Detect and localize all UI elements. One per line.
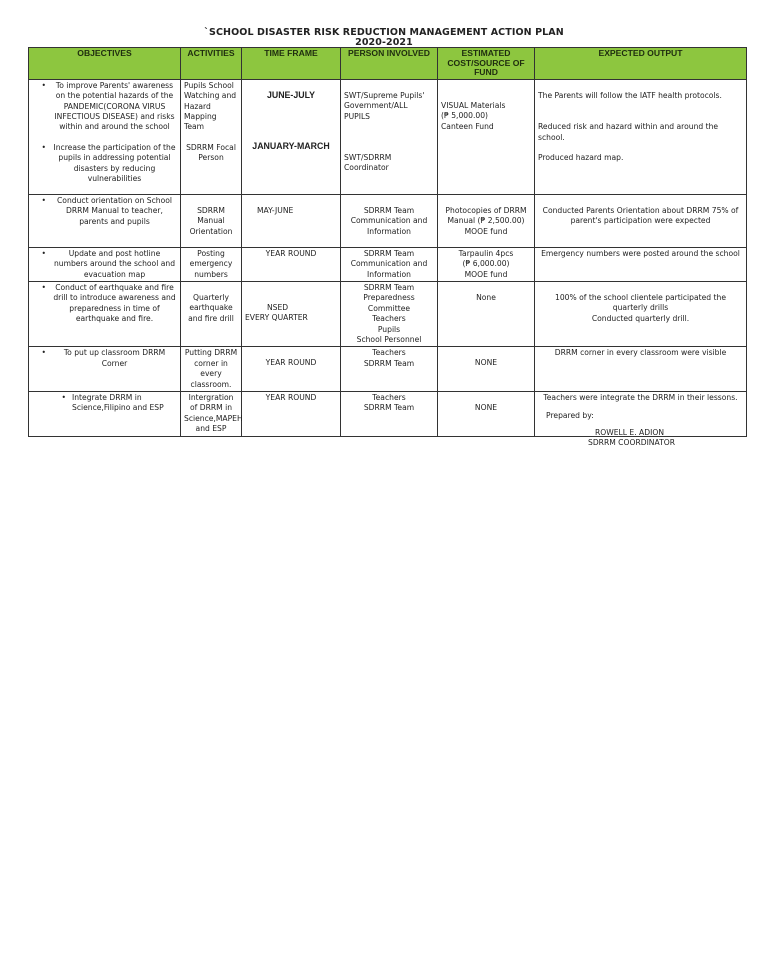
- row4-activities-cell: [181, 282, 242, 347]
- header-estimated-cost-line2: COST/SOURCE OF FUND: [447, 57, 525, 78]
- row5-output: DRRM corner in every classroom were visible: [535, 347, 747, 392]
- signatory-name: ROWELL E. ADION: [595, 428, 665, 437]
- row4-person-line5: Pupils: [377, 324, 401, 334]
- signatory-position: SDRRM COORDINATOR: [588, 438, 675, 447]
- row1-activity-b: SDRRM Focal Person: [186, 142, 236, 163]
- bullet-icon: •: [41, 248, 46, 258]
- bullet-icon: •: [41, 348, 46, 358]
- row4-output-line2: Conducted quarterly drill.: [591, 313, 690, 323]
- row3-cost-line2: (₱ 6,000.00): [462, 259, 510, 269]
- row6-objective: Integrate DRRM in Science,Filipino and ESP: [72, 393, 164, 413]
- table-row: [29, 282, 747, 347]
- row4-objectives-cell: [29, 282, 181, 347]
- list-item: [32, 393, 177, 414]
- bullet-icon: •: [41, 195, 46, 205]
- header-activities: ACTIVITIES: [181, 48, 242, 80]
- row1-time-cell: [242, 79, 341, 194]
- row3-cost-line1: Tarpaulin 4pcs: [458, 248, 514, 258]
- row6-time: YEAR ROUND: [242, 392, 341, 437]
- row3-objective: Update and post hotline numbers around the school and evacuation map: [53, 248, 176, 279]
- row2-objective: Conduct orientation on School DRRM Manual to teacher, parents and pupils: [57, 195, 172, 226]
- row5-objectives-cell: [29, 347, 181, 392]
- row4-person-cell: [341, 282, 438, 347]
- row2-cost: Photocopies of DRRM Manual (₱ 2,500.00) MOOE fund: [445, 205, 527, 236]
- header-person-involved: PERSON INVOLVED: [341, 48, 438, 80]
- row1-activity-a: Pupils School Watching and Hazard Mapping Team: [184, 80, 237, 132]
- row4-person-line2: Preparedness: [363, 293, 415, 303]
- header-time-frame: TIME FRAME: [242, 48, 341, 80]
- row3-output: Emergency numbers were posted around the school: [535, 247, 747, 281]
- row1-cost-line3: Canteen Fund: [441, 121, 494, 131]
- row3-person: SDRRM Team Communication and Information: [341, 247, 438, 281]
- row5-objective: To put up classroom DRRM Corner: [63, 348, 166, 368]
- row4-time-line2: EVERY QUARTER: [245, 313, 308, 323]
- row6-activity: Intergration of DRRM in Science,MAPEH and ESP: [181, 392, 242, 437]
- row5-time-cell: [242, 347, 341, 392]
- row5-activity: Putting DRRM corner in every classroom.: [181, 347, 242, 392]
- row3-cost-cell: [438, 247, 535, 281]
- bullet-icon: •: [41, 283, 46, 292]
- table-row: [29, 347, 747, 392]
- row1-output-c: Produced hazard map.: [538, 153, 624, 162]
- row5-person-cell: [341, 347, 438, 392]
- row1-output-a: The Parents will follow the IATF health protocols.: [538, 90, 722, 100]
- row2-output: Conducted Parents Orientation about DRRM 75% of parent's participation were expected: [542, 205, 739, 226]
- row1-person-b: SWT/SDRRM Coordinator: [344, 153, 392, 173]
- row6-person-line1: Teachers: [372, 393, 406, 403]
- row6-cost-cell: [438, 392, 535, 437]
- list-item: [32, 143, 177, 185]
- row2-activity: SDRRM Manual Orientation: [189, 205, 233, 236]
- row1-output-b: Reduced risk and hazard within and around the school.: [538, 122, 719, 142]
- table-row: [29, 79, 747, 194]
- row1-person-a: SWT/Supreme Pupils' Government/ALL PUPILS: [344, 90, 425, 121]
- row1-time-b: JANUARY-MARCH: [252, 141, 330, 152]
- row4-time-cell: [242, 282, 341, 347]
- row2-objectives-cell: [29, 194, 181, 247]
- row5-cost-cell: [438, 347, 535, 392]
- header-objectives: OBJECTIVES: [29, 48, 181, 80]
- row5-person-line2: SDRRM Team: [363, 358, 415, 368]
- row4-person-line3: Committee: [367, 303, 411, 313]
- prepared-by-label: Prepared by:: [546, 411, 594, 420]
- row1-cost-line1: VISUAL Materials: [441, 100, 506, 110]
- table-header-row: [29, 48, 747, 80]
- row2-cost-cell: [438, 194, 535, 247]
- row1-time-a: JUNE-JULY: [266, 89, 316, 100]
- list-item: [32, 283, 177, 325]
- row4-person-line6: School Personnel: [356, 335, 422, 345]
- row3-activity: Posting emergency numbers: [181, 247, 242, 281]
- bullet-icon: •: [61, 393, 66, 403]
- bullet-icon: •: [41, 80, 46, 90]
- row6-person-line2: SDRRM Team: [363, 403, 415, 413]
- row3-cost-line3: MOOE fund: [464, 269, 508, 279]
- row4-person-line4: Teachers: [372, 314, 406, 324]
- list-item: [32, 348, 177, 369]
- header-estimated-cost: [438, 48, 535, 80]
- table-row: [29, 194, 747, 247]
- row6-objectives-cell: [29, 392, 181, 437]
- row1-objectives-cell: [29, 79, 181, 194]
- list-item: [32, 196, 177, 227]
- row5-person-line1: Teachers: [372, 348, 406, 358]
- row3-time: YEAR ROUND: [242, 247, 341, 281]
- row4-time-line1: NSED: [267, 303, 289, 312]
- row4-cost: None: [476, 293, 496, 302]
- row5-cost: NONE: [474, 358, 498, 368]
- row1-person-cell: [341, 79, 438, 194]
- header-expected-output: EXPECTED OUTPUT: [535, 48, 747, 80]
- table-row: [29, 247, 747, 281]
- row4-cost-cell: [438, 282, 535, 347]
- row4-output-cell: [535, 282, 747, 347]
- list-item: [32, 249, 177, 280]
- row4-output-line1: 100% of the school clientele participated the quarterly drills: [554, 293, 726, 313]
- row6-output: Teachers were integrate the DRRM in their lessons.: [535, 392, 747, 437]
- row1-activities-cell: [181, 79, 242, 194]
- row2-output-cell: [535, 194, 747, 247]
- action-plan-table: [28, 47, 747, 437]
- row2-time: MAY-JUNE: [257, 205, 294, 215]
- row4-activity: Quarterly earthquake and fire drill: [188, 293, 234, 323]
- row2-person-cell: [341, 194, 438, 247]
- row1-cost-line2: (₱ 5,000.00): [441, 111, 488, 121]
- row2-person: SDRRM Team Communication and Information: [350, 205, 428, 236]
- row5-time: YEAR ROUND: [265, 358, 317, 368]
- row6-person-cell: [341, 392, 438, 437]
- document-year: 2020-2021: [355, 37, 413, 48]
- row1-output-cell: [535, 79, 747, 194]
- row2-activities-cell: [181, 194, 242, 247]
- row1-objective-a: To improve Parents' awareness on the potential hazards of the PANDEMIC(CORONA VIRUS INFECTIOUS DISEASE) and risks within and around the school: [54, 80, 175, 132]
- list-item: [32, 81, 177, 133]
- row4-person-line1: SDRRM Team: [363, 283, 415, 292]
- header-estimated-cost-line1: ESTIMATED: [461, 48, 511, 58]
- document-title: `SCHOOL DISASTER RISK REDUCTION MANAGEMENT ACTION PLAN: [204, 27, 564, 38]
- row4-objective: Conduct of earthquake and fire drill to introduce awareness and preparedness in time of earthquake and fire.: [53, 283, 176, 324]
- row6-cost: NONE: [474, 403, 498, 413]
- row3-objectives-cell: [29, 247, 181, 281]
- bullet-icon: •: [41, 142, 46, 152]
- row1-objective-b: Increase the participation of the pupils in addressing potential disasters by reducing vulnerabilities: [53, 142, 176, 184]
- row2-time-cell: [242, 194, 341, 247]
- row1-cost-cell: [438, 79, 535, 194]
